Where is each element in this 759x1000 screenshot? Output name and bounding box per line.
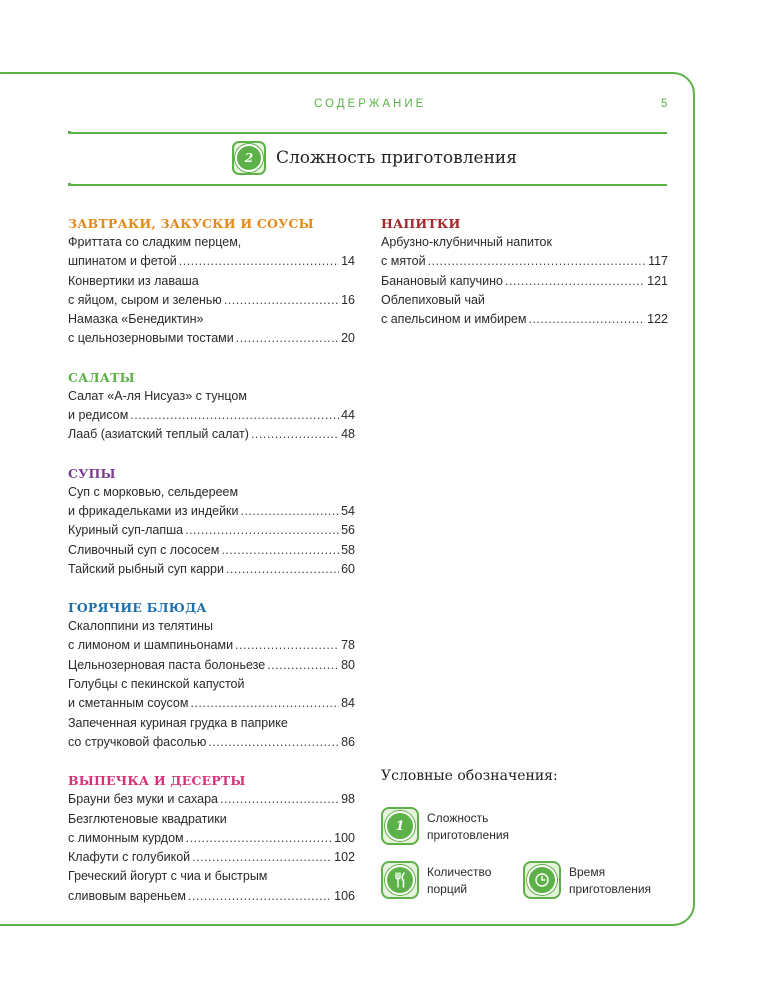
clock-circle	[527, 865, 557, 895]
legend-time-line2: приготовления	[569, 882, 652, 896]
toc-entry-title: с апельсином и имбирем	[381, 312, 527, 327]
dot-leader	[505, 272, 645, 291]
toc-entry[interactable]	[68, 656, 355, 675]
toc-entry-line: Запеченная куриная грудка в паприке	[68, 715, 288, 730]
legend-servings	[381, 861, 491, 899]
chapter-heading	[232, 141, 517, 175]
toc-entry-page: 58	[341, 542, 355, 557]
clock-icon	[523, 861, 561, 899]
chapter-title: Сложность приготовления	[276, 148, 517, 168]
toc-entry-line: Скалоппини из телятины	[68, 619, 213, 634]
legend-difficulty-line2: приготовления	[427, 828, 510, 842]
toc-entry-page: 78	[341, 638, 355, 653]
toc-entry[interactable]	[68, 425, 355, 444]
toc-entry[interactable]	[68, 790, 355, 809]
difficulty-number: 2	[235, 144, 263, 172]
toc-entry[interactable]	[381, 272, 668, 291]
dot-leader	[267, 656, 339, 675]
toc-entry-title: с цельнозерновыми тостами	[68, 331, 234, 346]
toc-entry-page: 86	[341, 734, 355, 749]
toc-entry-page: 106	[334, 888, 355, 903]
toc-entry-title: сливовым вареньем	[68, 888, 186, 903]
legend-servings-label	[427, 864, 491, 898]
legend-difficulty-number: 1	[385, 811, 415, 841]
dot-leader	[190, 694, 339, 713]
toc-entry[interactable]	[68, 291, 355, 310]
toc-entry-page: 54	[341, 503, 355, 518]
legend-difficulty-label	[427, 810, 509, 844]
toc-entry[interactable]	[68, 541, 355, 560]
toc-entry-page: 100	[334, 830, 355, 845]
dot-leader	[220, 790, 339, 809]
toc-entry-title: и фрикадельками из индейки	[68, 503, 239, 518]
toc-entry-line: Намазка «Бенедиктин»	[68, 312, 204, 327]
toc-entry-page: 80	[341, 657, 355, 672]
dot-leader	[226, 560, 339, 579]
toc-entry-line: Облепиховый чай	[381, 292, 485, 307]
toc-entry[interactable]	[68, 694, 355, 713]
toc-entry-page: 16	[341, 292, 355, 307]
toc-entry-title: Сливочный суп с лососем	[68, 542, 220, 557]
dot-leader	[251, 425, 339, 444]
section-title: САЛАТЫ	[68, 369, 135, 385]
legend-time-line1: Время	[569, 865, 606, 879]
dot-leader	[188, 887, 332, 906]
legend-difficulty	[381, 807, 509, 845]
toc-entry-title: и сметанным соусом	[68, 696, 189, 711]
legend-time-label	[569, 864, 651, 898]
toc-entry[interactable]	[68, 252, 355, 271]
toc-entry[interactable]	[68, 829, 355, 848]
toc-entry-page: 56	[341, 523, 355, 538]
toc-entry-title: с лимоном и шампиньонами	[68, 638, 234, 653]
dot-leader	[208, 733, 339, 752]
legend-difficulty-line1: Сложность	[427, 811, 489, 825]
toc-entry-title: и редисом	[68, 408, 129, 423]
section-title: НАПИТКИ	[381, 216, 461, 231]
header-title: СОДЕРЖАНИЕ	[314, 98, 427, 110]
toc-entry-page: 121	[647, 273, 668, 288]
legend-time	[523, 861, 651, 899]
toc-entry[interactable]	[68, 636, 355, 655]
toc-entry[interactable]	[68, 329, 355, 348]
toc-entry-line: Фриттата со сладким перцем,	[68, 235, 242, 249]
toc-entry[interactable]	[68, 848, 355, 867]
section-title: ВЫПЕЧКА И ДЕСЕРТЫ	[68, 773, 246, 789]
toc-entry-title: Клафути с голубикой	[68, 850, 191, 865]
toc-entry-title: с мятой	[381, 254, 426, 269]
legend-servings-line1: Количество	[427, 865, 492, 879]
toc-entry-title: с лимонным курдом	[68, 830, 184, 845]
toc-section	[68, 214, 355, 349]
header-rule-bottom	[68, 184, 667, 186]
toc-entry-page: 84	[341, 696, 355, 711]
toc-section	[68, 464, 355, 579]
toc-section	[68, 368, 355, 445]
toc-entry-line: Конвертики из лаваша	[68, 273, 199, 288]
dot-leader	[528, 310, 645, 329]
page-number: 5	[661, 98, 668, 110]
toc-entry-title: с яйцом, сыром и зеленью	[68, 292, 222, 307]
dot-leader	[192, 848, 332, 867]
toc-entry-line: Суп с морковью, сельдереем	[68, 484, 239, 499]
dot-leader	[236, 329, 339, 348]
toc-entry-title: Лааб (азиатский теплый салат)	[68, 427, 249, 442]
dot-leader	[185, 521, 339, 540]
toc-entry-line: Греческий йогурт с чиа и быстрым	[68, 869, 268, 884]
toc-entry-line: Голубцы с пекинской капустой	[68, 677, 245, 692]
dot-leader	[428, 252, 646, 271]
toc-entry[interactable]	[68, 502, 355, 521]
toc-entry-line: Салат «А-ля Нисуаз» с тунцом	[68, 388, 247, 403]
toc-entry-page: 98	[341, 792, 355, 807]
toc-entry-page: 102	[334, 850, 355, 865]
dot-leader	[241, 502, 340, 521]
fork-knife-circle	[385, 865, 415, 895]
fork-knife-icon	[381, 861, 419, 899]
toc-section	[381, 214, 668, 329]
toc-entry[interactable]	[68, 521, 355, 540]
toc-entry-title: Цельнозерновая паста болоньезе	[68, 657, 266, 672]
difficulty-badge-icon	[232, 141, 266, 175]
header-rule-top	[68, 132, 667, 134]
toc-entry-title: Брауни без муки и сахара	[68, 792, 219, 807]
toc-entry-page: 44	[341, 408, 355, 423]
toc-entry-page: 117	[648, 254, 668, 269]
legend-title: Условные обозначения:	[381, 768, 558, 784]
section-title: СУПЫ	[68, 465, 116, 481]
toc-entry-page: 122	[647, 312, 668, 327]
section-title: ГОРЯЧИЕ БЛЮДА	[68, 600, 207, 616]
toc-entry-page: 48	[341, 427, 355, 442]
toc-entry-page: 14	[341, 254, 355, 269]
toc-column-left	[68, 214, 355, 925]
dot-leader	[235, 636, 339, 655]
toc-entry-title: со стручковой фасолью	[68, 734, 207, 749]
toc-entry-line: Арбузно-клубничный напиток	[381, 235, 552, 249]
toc-entry[interactable]	[68, 406, 355, 425]
toc-entry-title: шпинатом и фетой	[68, 254, 177, 269]
toc-entry[interactable]	[68, 560, 355, 579]
toc-section	[68, 598, 355, 752]
toc-entry[interactable]	[381, 310, 668, 329]
toc-entry-page: 20	[341, 331, 355, 346]
section-title: ЗАВТРАКИ, ЗАКУСКИ И СОУСЫ	[68, 216, 314, 231]
dot-leader	[130, 406, 339, 425]
difficulty-number-icon	[381, 807, 419, 845]
dot-leader	[224, 291, 339, 310]
dot-leader	[186, 829, 333, 848]
dot-leader	[221, 541, 339, 560]
toc-entry[interactable]	[68, 887, 355, 906]
dot-leader	[179, 252, 339, 271]
toc-entry-title: Куриный суп-лапша	[68, 523, 184, 538]
toc-entry[interactable]	[381, 252, 668, 271]
toc-entry-title: Банановый капучино	[381, 273, 504, 288]
toc-column-right	[381, 214, 668, 348]
toc-entry-title: Тайский рыбный суп карри	[68, 561, 224, 576]
legend-servings-line2: порций	[427, 882, 468, 896]
toc-section	[68, 771, 355, 906]
toc-entry[interactable]	[68, 733, 355, 752]
toc-entry-page: 60	[341, 561, 355, 576]
toc-entry-line: Безглютеновые квадратики	[68, 811, 227, 826]
